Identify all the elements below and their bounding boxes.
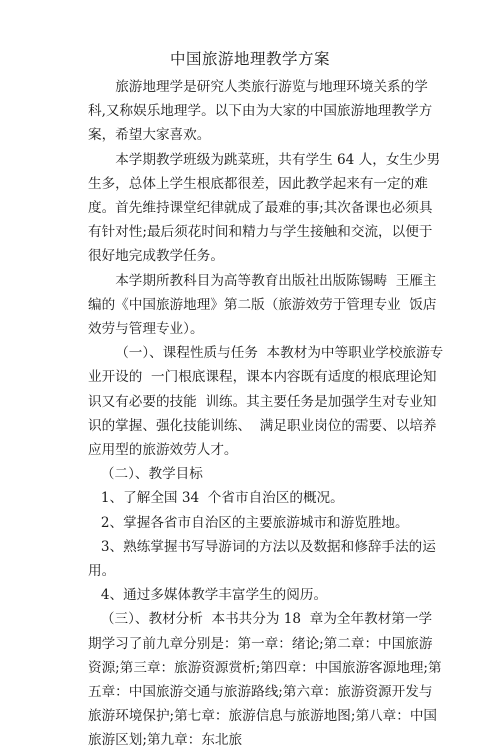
teaching-goal-1: 1、了解全国 34 个省市自治区的概况。 bbox=[100, 490, 344, 507]
teaching-goal-4: 4、通过多媒体教学丰富学生的阅历。 bbox=[100, 587, 328, 604]
textbook-analysis-paragraph: （三）、教材分析 本书共分为 18 章为全年教材第一学期学习了前九章分别是：第一章：绪论;第二章：中国旅游资源;第三章：旅游资源赏析;第四章：中国旅游客源地理;第五章：中国旅游交通与旅游路线;第六章：旅游资源开发与旅游环境保护;第七章：旅游信息与旅游地图;第八章：中国旅游区划;第九章：东北旅 bbox=[88, 611, 442, 749]
intro-paragraph: 旅游地理学是研究人类旅行游览与地理环境关系的学科,又称娱乐地理学。以下由为大家的中国旅游地理教学方案，希望大家喜欢。 bbox=[88, 79, 433, 144]
course-nature-paragraph: （一）、课程性质与任务 本教材为中等职业学校旅游专业开设的 一门根底课程，课本内容既有适度的根底理论知识又有必要的技能 训练。其主要任务是加强学生对专业知识的掌握、强化技能训练、 满足职业岗位的需要、以培养应用型的旅游效劳人才。 bbox=[88, 345, 444, 459]
teaching-goals-heading: （二）、教学目标 bbox=[100, 466, 203, 483]
document-body bbox=[88, 75, 444, 753]
document-title: 中国旅游地理教学方案 bbox=[169, 50, 330, 68]
teaching-goal-3: 3、熟练掌握书写导游词的方法以及数据和修辞手法的运用。 bbox=[88, 538, 436, 580]
teaching-goal-2: 2、掌握各省市自治区的主要旅游城市和游览胜地。 bbox=[100, 514, 409, 531]
textbook-paragraph: 本学期所教科目为高等教育出版社出版陈锡畴 王雁主编的《中国旅游地理》第二版（旅游效劳于管理专业 饭店效劳与管理专业）。 bbox=[88, 272, 437, 338]
class-overview-paragraph: 本学期教学班级为跳菜班，共有学生 64 人，女生少男生多，总体上学生根底都很差，因此教学起来有一定的难度。首先维持课堂纪律就成了最难的事;其次备课也必须具有针对性;最后须花时间和精力与学生接触和交流，以便于很好地完成教学任务。 bbox=[88, 151, 441, 265]
